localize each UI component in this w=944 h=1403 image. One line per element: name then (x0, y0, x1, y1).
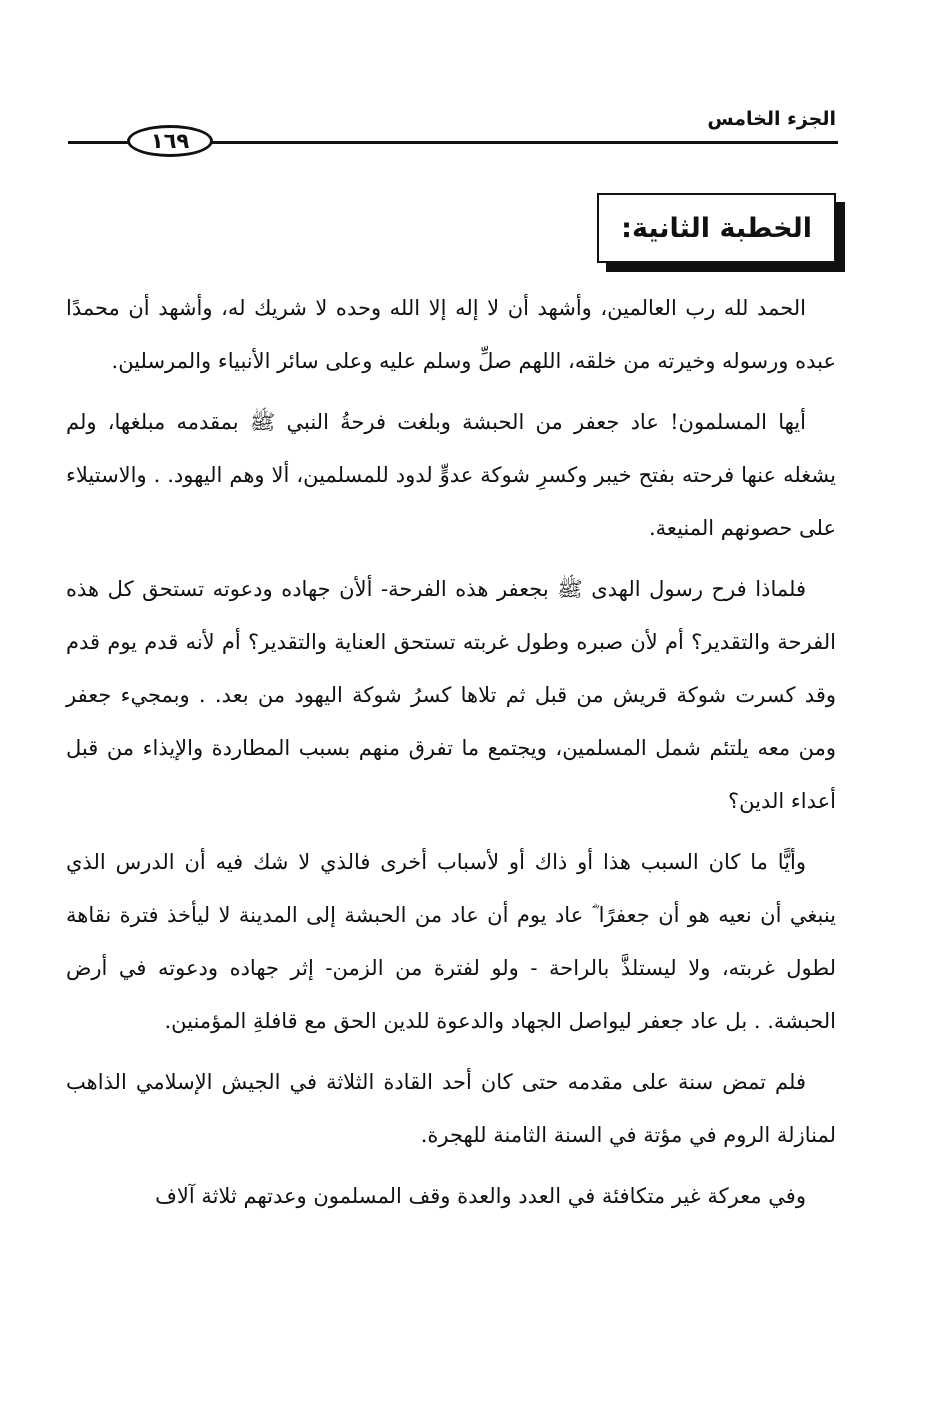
page-number: ١٦٩ (127, 125, 213, 157)
body-text (66, 282, 836, 1231)
paragraph: فلماذا فرح رسول الهدى ﷺ بجعفر هذه الفرحة- ألأن جهاده ودعوته تستحق كل هذه الفرحة والتقدير؟ أم لأن صبره وطول غربته تستحق العناية والتقدير؟ أم لأنه قدم يوم قدم وقد كسرت شوكة قريش من قبل ثم تلاها كسرُ شوكة اليهود من بعد. . وبمجيء جعفر ومن معه يلتئم شمل المسلمين، ويجتمع ما تفرق منهم بسبب المطاردة والإيذاء من قبل أعداء الدين؟ (66, 577, 836, 813)
paragraph: أيها المسلمون! عاد جعفر من الحبشة وبلغت فرحةُ النبي ﷺ بمقدمه مبلغها، ولم يشغله عنها فرحته بفتح خيبر وكسرِ شوكة عدوٍّ لدود للمسلمين، ألا وهم اليهود. . والاستيلاء على حصونهم المنيعة. (66, 410, 836, 540)
paragraph: الحمد لله رب العالمين، وأشهد أن لا إله إلا الله وحده لا شريك له، وأشهد أن محمدًا عبده ورسوله وخيرته من خلقه، اللهم صلِّ وسلم عليه وعلى سائر الأنبياء والمرسلين. (66, 296, 836, 373)
running-header-title: الجزء الخامس (707, 108, 836, 130)
paragraph: فلم تمض سنة على مقدمه حتى كان أحد القادة الثلاثة في الجيش الإسلامي الذاهب لمنازلة الروم في مؤتة في السنة الثامنة للهجرة. (66, 1070, 836, 1147)
section-title: الخطبة الثانية: (597, 193, 836, 263)
paragraph: وأيًّا ما كان السبب هذا أو ذاك أو لأسباب أخرى فالذي لا شك فيه أن الدرس الذي ينبغي أن نعيه هو أن جعفرًا ؓ عاد يوم أن عاد من الحبشة إلى المدينة لا ليأخذ فترة نقاهة لطول غربته، ولا ليستلذَّ بالراحة - ولو لفترة من الزمن- إثر جهاده ودعوته في أرض الحبشة. . بل عاد جعفر ليواصل الجهاد والدعوة للدين الحق مع قافلةِ المؤمنين. (66, 850, 836, 1033)
paragraph: وفي معركة غير متكافئة في العدد والعدة وقف المسلمون وعدتهم ثلاثة آلاف (155, 1184, 806, 1208)
